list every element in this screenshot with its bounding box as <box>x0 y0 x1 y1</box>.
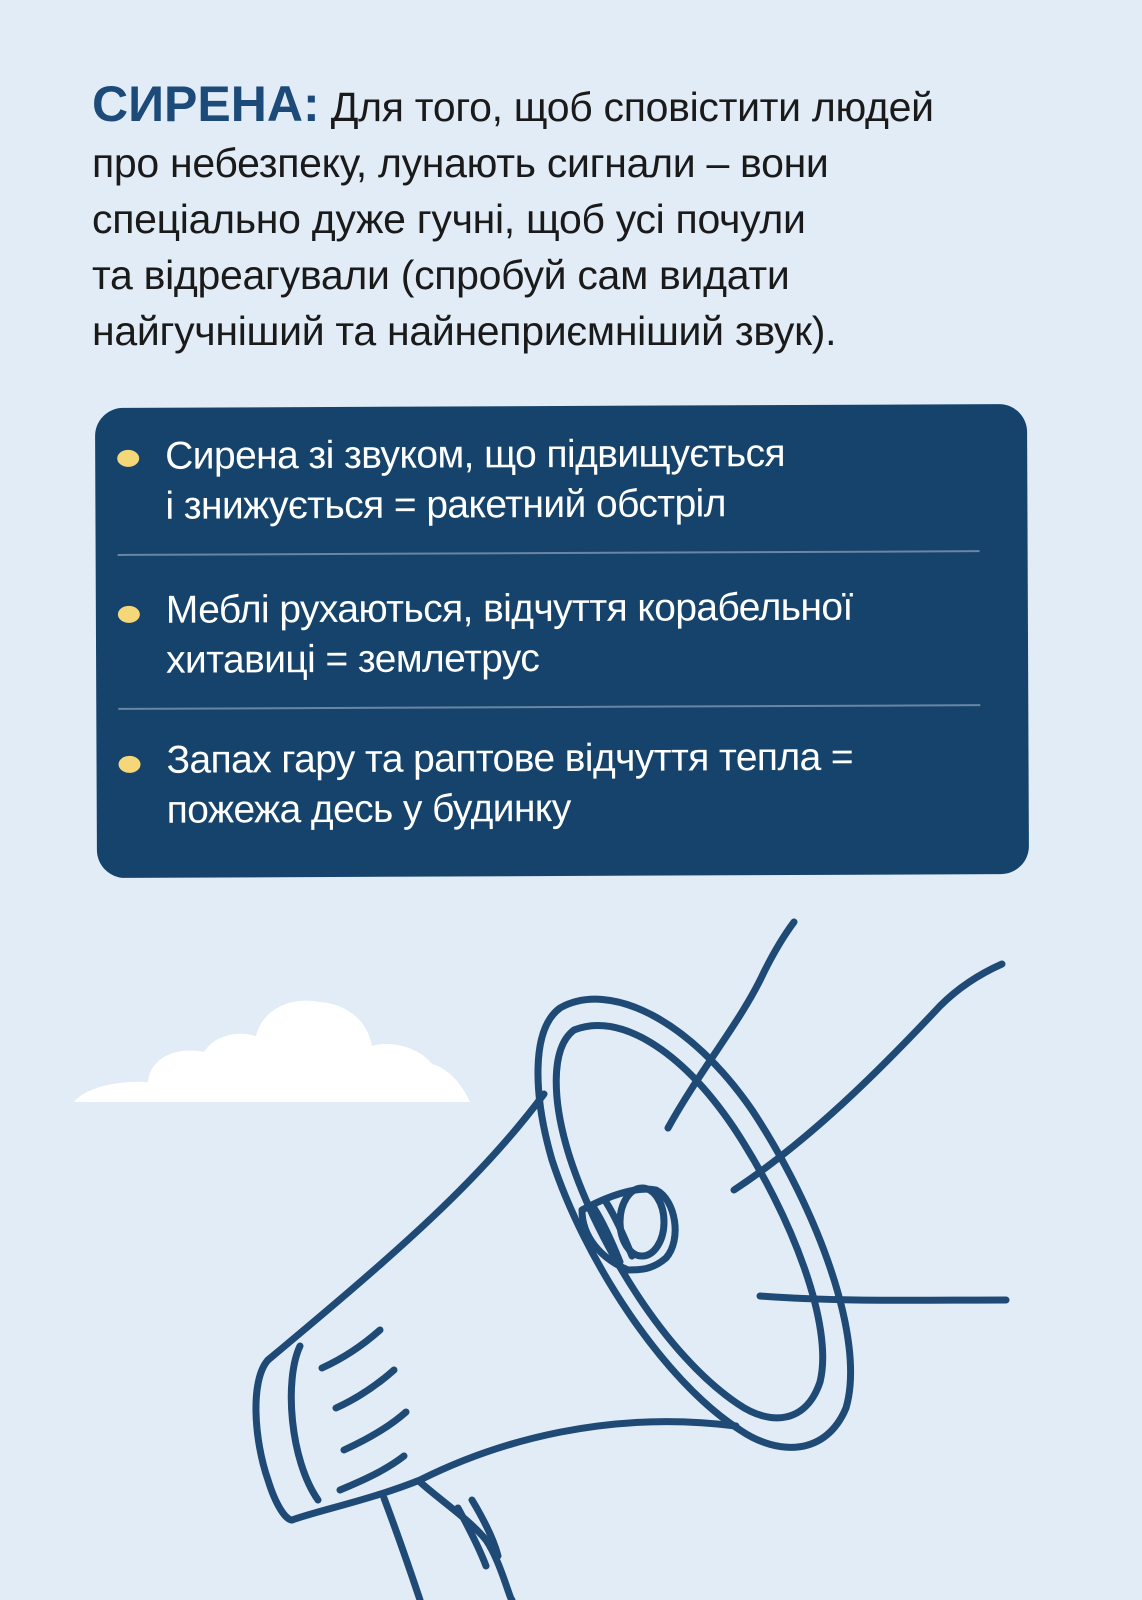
signals-card <box>95 404 1029 878</box>
page-title: СИРЕНА: <box>92 76 320 132</box>
mouthpiece <box>256 1360 292 1520</box>
intro-text-1: Для того, щоб сповістити людей <box>330 84 934 130</box>
list-item-line: і знижується = ракетний обстріл <box>165 482 726 528</box>
bullet-icon <box>118 756 140 773</box>
bullet-icon <box>118 606 140 623</box>
sound-wave-2 <box>734 964 1002 1190</box>
intro-text-4: та відреагували (спробуй сам видати <box>92 252 790 298</box>
list-item-line: Меблі рухаються, відчуття корабельної <box>165 585 853 632</box>
list-item-line: хитавиці = землетрус <box>165 637 540 682</box>
mouthpiece-band <box>291 1346 318 1500</box>
sound-wave-3 <box>760 1296 1006 1300</box>
intro-text-2: про небезпеку, лунають сигнали – вони <box>92 140 829 186</box>
bell-rim-inner <box>556 1025 822 1417</box>
intro-line-1 <box>92 76 1092 135</box>
list-item <box>166 582 986 686</box>
intro-text-3: спеціально дуже гучні, щоб усі почули <box>92 196 806 242</box>
list-item <box>165 428 985 532</box>
megaphone-icon <box>256 922 1006 1600</box>
list-item-line: Сирена зі звуком, що підвищується <box>165 432 786 478</box>
divider <box>118 550 980 556</box>
intro-text-5: найгучніший та найнеприємніший звук). <box>92 308 837 354</box>
megaphone-illustration <box>0 880 1142 1600</box>
list-item-line: Запах гару та раптове відчуття тепла = <box>166 735 854 782</box>
divider <box>118 704 980 710</box>
list-item-line: пожежа десь у будинку <box>166 786 571 832</box>
list-item <box>166 732 986 836</box>
megaphone-cone-top <box>268 1094 544 1360</box>
sound-wave-1 <box>668 922 794 1128</box>
cloud-icon <box>74 1001 470 1102</box>
megaphone-cone-bottom <box>292 1422 736 1520</box>
intro-paragraph <box>92 76 1092 359</box>
mouthpiece-ridges <box>322 1330 406 1490</box>
bullet-icon <box>117 450 139 467</box>
